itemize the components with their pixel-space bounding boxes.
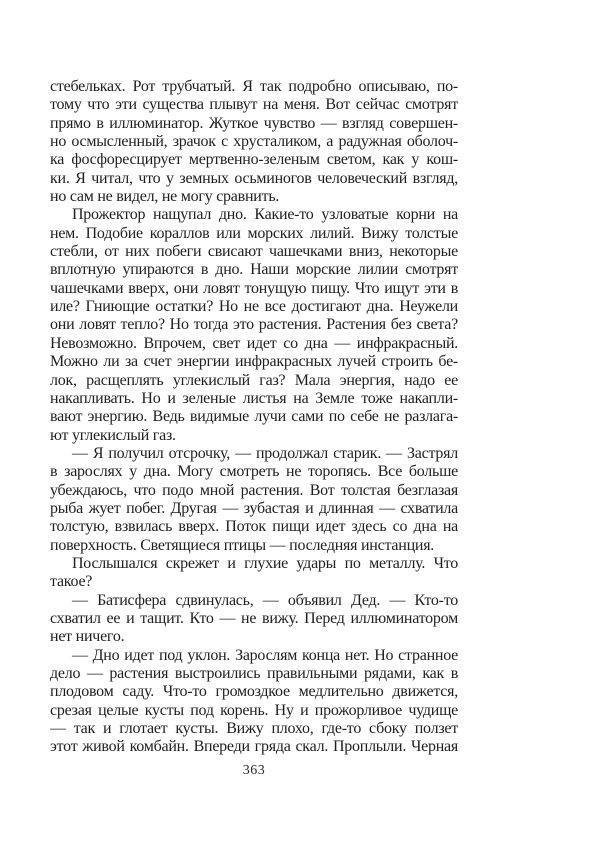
paragraph <box>50 78 458 206</box>
text-line: они ловят тепло? Но тогда это растения. Растения без света? <box>50 316 458 334</box>
text-line: дело — растения выстроились правильными рядами, как в <box>50 665 458 682</box>
text-line: — Я получил отсрочку, — продолжал старик. — Застрял <box>72 444 458 462</box>
text-line: ка фосфоресцирует мертвенно-зеленым светом, как у кош- <box>50 151 458 169</box>
text-line: убеждаюсь, что подо мной растения. Вот толстая безглазая <box>50 481 458 499</box>
text-line: рыба жует побег. Другая — зубастая и длинная — схватила <box>50 499 458 517</box>
text-line: вают энергию. Ведь видимые лучи сами по себе не разлага- <box>50 408 458 426</box>
text-line: чашечками вверх, они ловят тонущую пищу. Что ищут эти в <box>50 279 458 297</box>
text-line: Послышался скрежет и глухие удары по металлу. Что <box>72 554 458 572</box>
text-line: Прожектор нащупал дно. Какие-то узловатые корни на <box>72 206 458 224</box>
text-line: прямо в иллюминатор. Жуткое чувство — взгляд совершен- <box>50 114 458 132</box>
text-line: вплотную упираются в дно. Наши морские лилии смотрят <box>50 261 458 279</box>
text-line: плодовом саду. Что-то громоздкое медлительно движется, <box>50 683 458 701</box>
text-line: срезая целые кусты под корень. Ну и прожорливое чудище <box>50 701 458 719</box>
text-line: но сам не видел, не могу сравнить. <box>50 188 280 206</box>
text-line: но осмысленный, зрачок с хрусталиком, а радужная оболоч- <box>50 133 458 151</box>
text-line: — так и глотает кусты. Вижу плохо, где-то сбоку ползет <box>50 720 458 738</box>
text-line: — Дно идет под уклон. Зарослям конца нет. Но странное <box>72 646 458 664</box>
text-line: иле? Гниющие остатки? Но не все достигают дна. Неужели <box>50 298 458 316</box>
paragraph <box>50 555 458 592</box>
text-line: ки. Я читал, что у земных осьминогов человеческий взгляд, <box>50 169 458 187</box>
text-line: стебельках. Рот трубчатый. Я так подробно описываю, по- <box>50 78 458 95</box>
text-line: — Батисфера сдвинулась, — объявил Дед. — Кто-то <box>72 591 458 609</box>
text-line: схватил ее и тащит. Кто — не вижу. Перед иллюминатором <box>50 609 458 627</box>
text-line: этот живой комбайн. Впереди гряда скал. Проплыли. Черная <box>50 738 458 756</box>
text-line: лок, расщеплять углекислый газ? Мала энергия, надо ее <box>50 371 458 389</box>
text-line: такое? <box>50 573 93 591</box>
text-line: нет ничего. <box>50 628 125 646</box>
text-line: в зарослях у дна. Могу смотреть не торопясь. Все больше <box>50 463 458 481</box>
paragraph <box>50 206 458 444</box>
text-line: поверхность. Светящиеся птицы — последняя инстанция. <box>50 536 435 554</box>
text-line: Невозможно. Впрочем, свет идет со дна — инфракрасный. <box>50 334 458 352</box>
text-line: стебли, от них побеги свисают чашечками вниз, некоторые <box>50 243 458 261</box>
text-line: ют углекислый газ. <box>50 426 176 444</box>
text-line: тому что эти существа плывут на меня. Вот сейчас смотрят <box>50 96 458 114</box>
text-block <box>50 78 458 757</box>
page-number: 363 <box>242 763 266 778</box>
paragraph <box>50 647 458 757</box>
paragraph <box>50 592 458 647</box>
text-line: нем. Подобие кораллов или морских лилий. Вижу толстые <box>50 224 458 242</box>
paragraph <box>50 445 458 555</box>
text-line: толстую, взвилась вверх. Поток пищи идет здесь со дна на <box>50 518 458 536</box>
text-line: Можно ли за счет энергии инфракрасных лучей строить бе- <box>50 353 458 371</box>
text-line: накапливать. Но и зеленые листья на Земле тоже накапли- <box>50 389 458 407</box>
